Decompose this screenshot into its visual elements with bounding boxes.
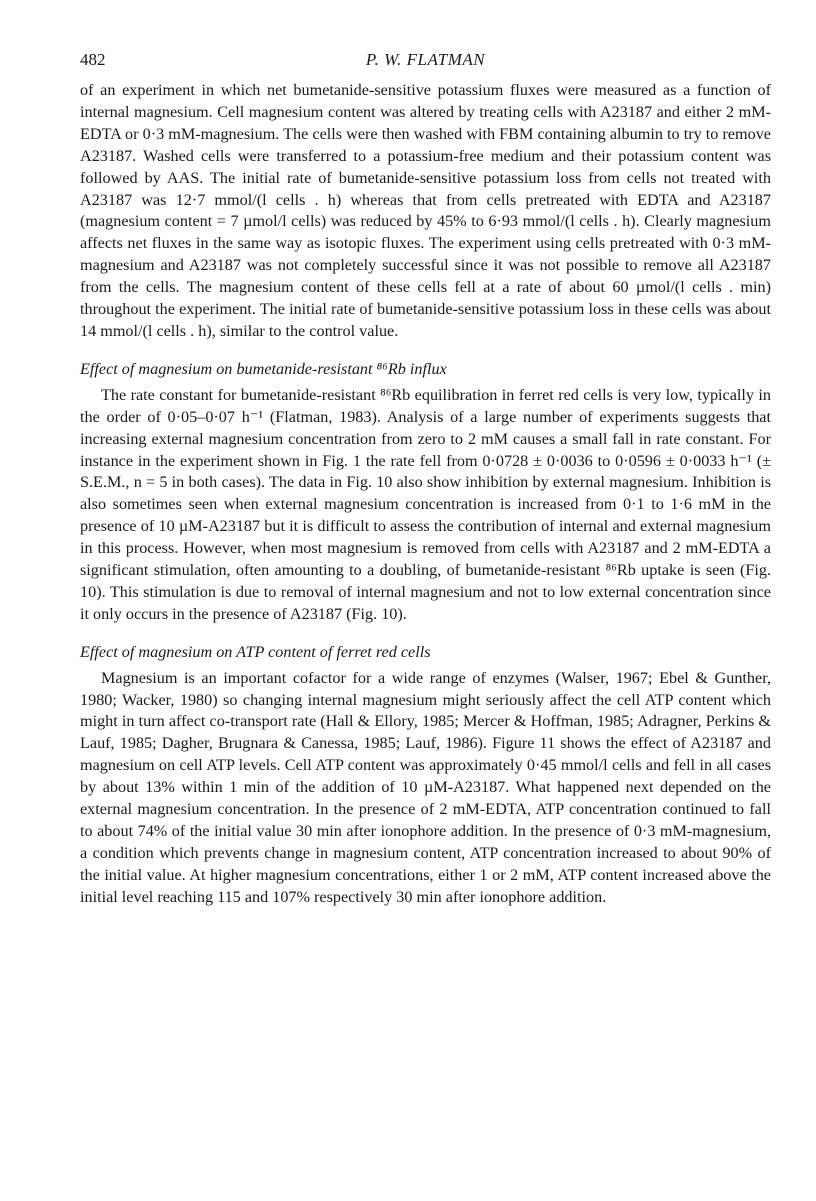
page-header <box>80 50 771 80</box>
section-heading-atp-content: Effect of magnesium on ATP content of ferret red cells <box>80 642 431 661</box>
body-paragraph-continued: of an experiment in which net bumetanide-sensitive potassium fluxes were measured as a function of internal magnesium. Cell magnesium content was altered by treating cells with A23187 and either 2 mM-EDTA or 0·3 mM-magnesium. The cells were then washed with FBM containing albumin to try to remove A23187. Washed cells were transferred to a potassium-free medium and their potassium content was followed by AAS. The initial rate of bumetanide-sensitive potassium loss from cells not treated with A23187 was 12·7 mmol/(l cells . h) whereas that from cells pretreated with EDTA and A23187 (magnesium content = 7 µmol/l cells) was reduced by 45% to 6·93 mmol/(l cells . h). Clearly magnesium affects net fluxes in the same way as isotopic fluxes. The experiment using cells pretreated with 0·3 mM-magnesium and A23187 was not completely successful since it was not possible to remove all A23187 from the cells. The magnesium content of these cells fell at a rate of about 60 µmol/(l cells . min) throughout the experiment. The initial rate of bumetanide-sensitive potassium loss in these cells was about 14 mmol/(l cells . h), similar to the control value. <box>80 81 771 340</box>
section-heading-rb-influx: Effect of magnesium on bumetanide-resistant ⁸⁶Rb influx <box>80 359 447 378</box>
page-number: 482 <box>80 50 106 69</box>
paper-page <box>80 50 771 909</box>
body-paragraph-atp-content: Magnesium is an important cofactor for a wide range of enzymes (Walser, 1967; Ebel & Gunther, 1980; Wacker, 1980) so changing internal magnesium might seriously affect the cell ATP content which might in turn affect co-transport rate (Hall & Ellory, 1985; Mercer & Hoffman, 1985; Adragner, Perkins & Lauf, 1985; Dagher, Brugnara & Canessa, 1985; Lauf, 1986). Figure 11 shows the effect of A23187 and magnesium on cell ATP levels. Cell ATP content was approximately 0·45 mmol/l cells and fell in all cases by about 13% within 1 min of the addition of 10 µM-A23187. What happened next depended on the external magnesium concentration. In the presence of 2 mM-EDTA, ATP concentration continued to fall to about 74% of the initial value 30 min after ionophore addition. In the presence of 0·3 mM-magnesium, a condition which prevents change in magnesium content, ATP concentration increased to about 90% of the initial value. At higher magnesium concentrations, either 1 or 2 mM, ATP content increased above the initial level reaching 115 and 107% respectively 30 min after ionophore addition. <box>80 668 771 906</box>
body-paragraph-rb-influx: The rate constant for bumetanide-resistant ⁸⁶Rb equilibration in ferret red cells is very low, typically in the order of 0·05–0·07 h⁻¹ (Flatman, 1983). Analysis of a large number of experiments suggests that increasing external magnesium concentration from zero to 2 mM causes a small fall in rate constant. For instance in the experiment shown in Fig. 1 the rate fell from 0·0728 ± 0·0036 to 0·0596 ± 0·0033 h⁻¹ (± S.E.M., n = 5 in both cases). The data in Fig. 10 also show inhibition by external magnesium. Inhibition is also sometimes seen when external magnesium concentration is increased from 0·1 to 1·6 mM in the presence of 10 µM-A23187 but it is difficult to assess the contribution of internal and external magnesium in this process. However, when most magnesium is removed from cells with A23187 and 2 mM-EDTA a significant stimulation, often amounting to a doubling, of bumetanide-resistant ⁸⁶Rb uptake is seen (Fig. 10). This stimulation is due to removal of internal magnesium and not to low external concentration since it only occurs in the presence of A23187 (Fig. 10). <box>80 385 771 623</box>
running-head: P. W. FLATMAN <box>365 50 486 69</box>
